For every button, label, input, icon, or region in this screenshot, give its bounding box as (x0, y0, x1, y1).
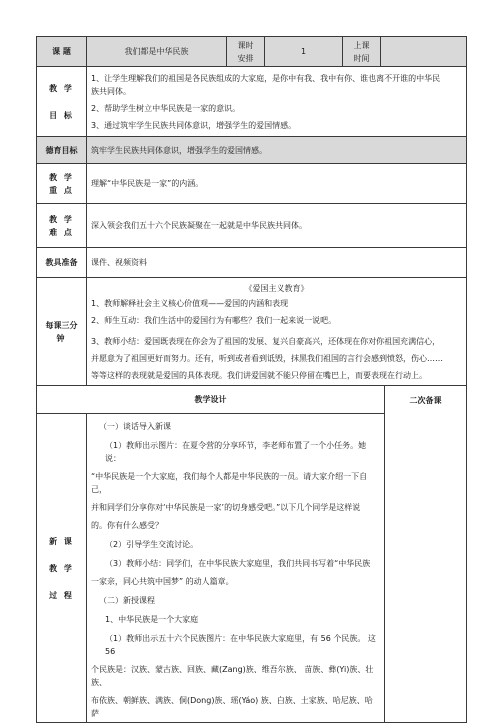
process-line: （3）教师小结：同学们，在中华民族大家庭里，我们共同书写着“中华民族 (105, 559, 371, 568)
process-line: （一）谈话导入新课 (99, 422, 171, 431)
class-time-label-line-2: 时间 (353, 53, 370, 63)
header-row (37, 37, 467, 67)
process-line: 1、中华民族是一个大家庭 (105, 615, 199, 624)
goal-line: 3、通过筑牢学生民族共同体意识，增强学生的爱国情感。 (91, 120, 297, 130)
difficulty-content: 深入领会我们五十六个民族凝聚在一起就是中华民族共同体。 (87, 204, 467, 248)
hours-label-line-1: 课时 (237, 40, 254, 50)
hours-label-line-2: 安排 (237, 53, 254, 63)
three-min-label-line-1: 每课三分 (45, 320, 78, 330)
key-label-line-1: 教 学 (49, 172, 74, 182)
three-min-line: 等等这样的表现就是爱国的具体表现。我们讲爱国就不能只停留在嘴巴上，而要表现在行动上。 (91, 370, 427, 380)
three-min-line: 2、师生互动：我们生活中的爱国行为有哪些？我们一起来说一说吧。 (91, 315, 337, 325)
difficulty-label (37, 204, 87, 248)
lesson-plan-table (36, 36, 467, 723)
three-min-title: 《爱国主义教育》 (244, 283, 309, 293)
process-line: 一家亲，同心共筑中国梦” 的动人篇章。 (91, 577, 234, 586)
process-content (87, 414, 385, 723)
difficulty-label-line-2: 难 点 (49, 227, 74, 237)
prep-row (37, 248, 467, 278)
difficulty-row (37, 204, 467, 248)
class-time-label-line-1: 上课 (353, 40, 370, 50)
three-min-label-line-2: 钟 (56, 333, 67, 343)
goals-label (37, 67, 87, 137)
process-line: （二）新授课程 (99, 596, 155, 605)
goal-line: 1、让学生理解我们的祖国是各民族组成的大家庭，是你中有我、我中有你、谁也离不开谁的中华民 (91, 73, 441, 83)
moral-content: 筑牢学生民族共同体意识，增强学生的爱国情感。 (87, 137, 467, 164)
three-min-label (37, 278, 87, 386)
class-time-label (343, 37, 381, 67)
prep-content: 课件、视频资料 (87, 248, 467, 278)
key-content: 理解“中华民族是一家”的内涵。 (87, 164, 467, 204)
moral-row (37, 137, 467, 164)
difficulty-label-line-1: 教 学 (49, 214, 74, 224)
three-min-row (37, 278, 467, 386)
three-min-line: 1、教师解释社会主义核心价值观——爱国的内涵和表现 (91, 298, 289, 308)
goal-line: 2、帮助学生树立中华民族是一家的意识。 (91, 103, 241, 113)
second-prep-column (385, 386, 467, 723)
process-line: （1）教师出示图片：在夏令营的分享环节，李老师布置了一个小任务。她说： (105, 441, 367, 463)
three-min-line: 3、教师小结：爱国既表现在你会为了祖国的发展、复兴自豪高兴，还体现在你对你祖国充满信心， (91, 336, 441, 346)
goals-row (37, 67, 467, 137)
process-line: 个民族是：汉族、蒙古族、回族、藏(Zang)族、维吾尔族、 苗族、彝(Yi)族、壮族、 (91, 665, 374, 687)
class-time-value (381, 37, 467, 67)
process-line: 并和同学们分享你对‘中华民族是一家’的切身感受吧。”以下几个同学是这样说 (91, 503, 361, 512)
process-label (37, 414, 87, 723)
key-label (37, 164, 87, 204)
goal-line: 族共同体。 (91, 86, 131, 96)
process-line: 布依族、朝鲜族、满族、侗(Dong)族、瑶(Yáo) 族、白族、土家族、哈尼族、哈萨 (91, 696, 373, 718)
three-min-content (87, 278, 467, 386)
process-label-line-1: 新 课 (49, 536, 74, 546)
topic-value: 我们都是中华民族 (87, 37, 227, 67)
key-label-line-2: 重 点 (49, 185, 74, 195)
process-label-line-2: 教 学 (49, 563, 74, 573)
hours-value: 1 (265, 37, 343, 67)
key-row (37, 164, 467, 204)
hours-label (227, 37, 265, 67)
moral-label: 德育目标 (37, 137, 87, 164)
prep-label: 教具准备 (37, 248, 87, 278)
process-line: 的。你有什么感受？ (91, 521, 163, 530)
process-line: “中华民族是一个大家庭，我们每个人都是中华民族的一员。请大家介绍一下自己， (91, 472, 368, 494)
goals-content (87, 67, 467, 137)
goals-label-line-2: 目 标 (49, 110, 74, 120)
topic-label: 课 题 (37, 37, 87, 67)
design-title: 教学设计 (37, 386, 385, 414)
process-label-line-3: 过 程 (49, 590, 74, 600)
design-header-row (37, 386, 467, 414)
three-min-line: 并愿意为了祖国更好而努力。还有，听到或者看到诋毁，抹黑我们祖国的言行会感到愤怒，伤心…… (91, 353, 443, 363)
process-line: （1）教师出示五十六个民族图片：在中华民族大家庭里，有 56 个民族。 这 56 (105, 634, 376, 656)
process-line: （2）引导学生交流讨论。 (105, 540, 199, 549)
goals-label-line-1: 教 学 (49, 83, 74, 93)
second-prep-label: 二次备课 (409, 396, 442, 405)
